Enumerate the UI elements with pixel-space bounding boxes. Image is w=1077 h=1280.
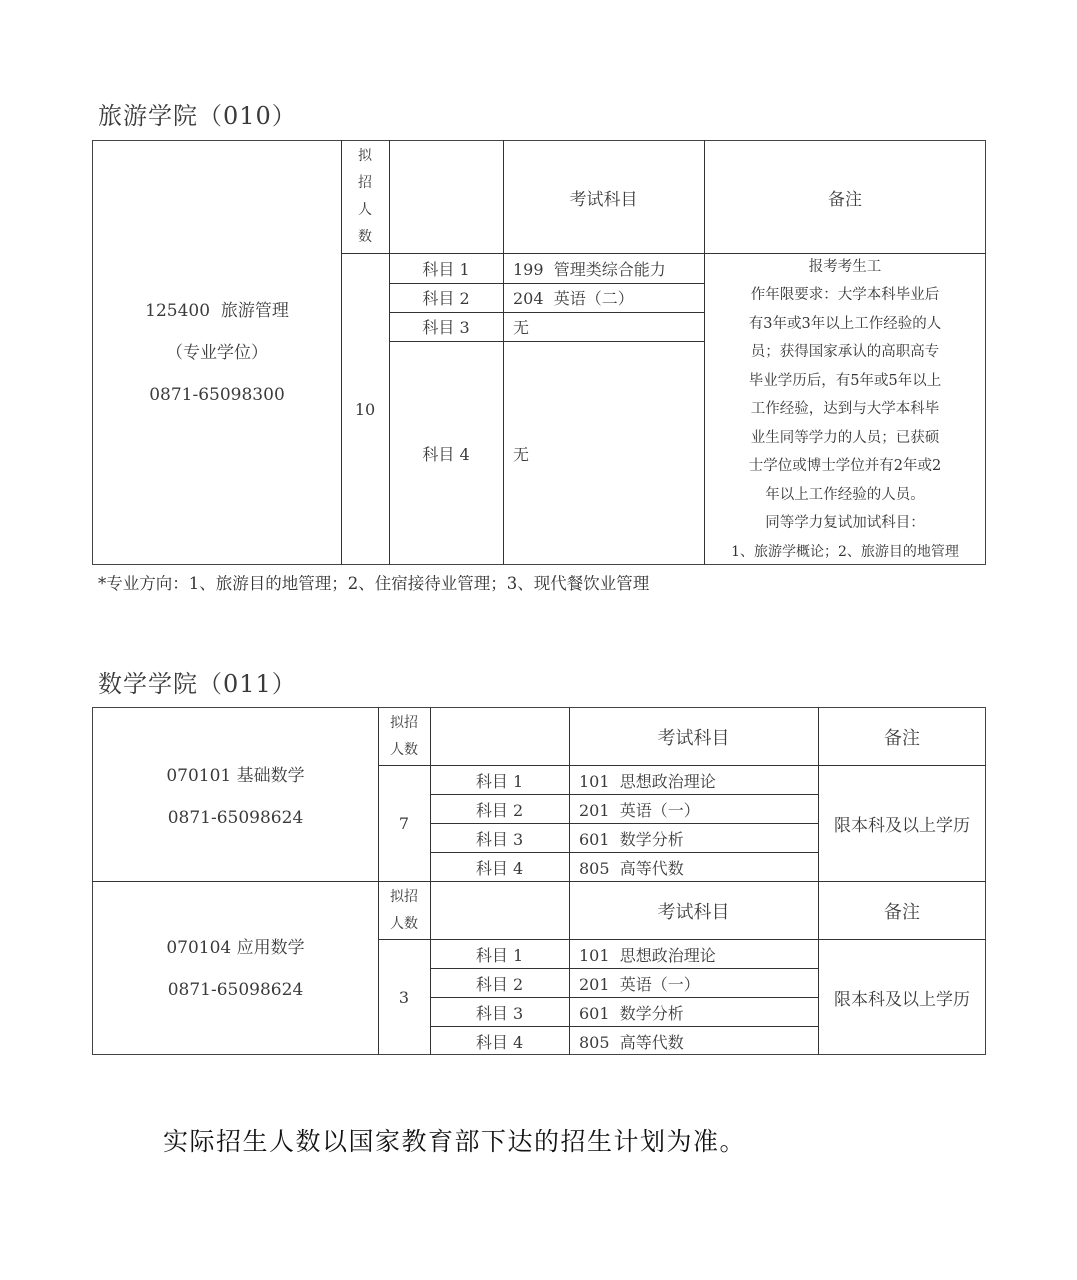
subject-value: 201 英语（一）	[579, 800, 700, 820]
remark-line: 业生同等学力的人员；已获硕	[750, 429, 940, 446]
subject-value: 101 思想政治理论	[579, 945, 716, 965]
subject-label: 科目 1	[475, 945, 524, 965]
quota-header-line: 人数	[390, 741, 418, 758]
remark-line: 工作经验，达到与大学本科毕	[750, 401, 940, 418]
remarks-header: 备注	[884, 901, 920, 923]
exam-header: 考试科目	[657, 901, 730, 923]
program-degree: （专业学位）	[166, 343, 268, 363]
section-title-tourism: 旅游学院（010）	[98, 102, 297, 130]
remarks-header: 备注	[884, 727, 920, 749]
subject-label: 科目 3	[475, 829, 524, 849]
program-phone: 0871-65098300	[149, 385, 285, 405]
subject-label: 科目 2	[475, 800, 524, 820]
subject-label: 科目 1	[422, 260, 470, 279]
program-info	[93, 755, 378, 839]
remark-line: 1、旅游学概论；2、旅游目的地管理	[731, 543, 959, 560]
exam-header: 考试科目	[569, 189, 638, 210]
subject-label: 科目 4	[475, 1032, 524, 1052]
section-title-math: 数学学院（011）	[98, 670, 297, 698]
program-info	[93, 290, 341, 416]
subject-value: 101 思想政治理论	[579, 771, 716, 791]
quota-value: 10	[354, 400, 376, 419]
subject-value: 204 英语（二）	[513, 289, 634, 308]
program-phone: 0871-65098624	[167, 808, 304, 828]
subject-label: 科目 4	[422, 445, 470, 464]
subject-value: 805 高等代数	[579, 858, 684, 878]
program-name: 070104 应用数学	[166, 938, 305, 958]
program-name: 070101 基础数学	[166, 766, 305, 786]
subject-label: 科目 3	[422, 318, 470, 337]
remark-line: 员；获得国家承认的高职高专	[750, 344, 940, 361]
quota-header	[341, 141, 389, 253]
remark-line: 士学位或博士学位并有2年或2	[748, 458, 942, 475]
exam-header: 考试科目	[657, 727, 730, 749]
quota-header-char: 数	[358, 229, 372, 245]
subject-label: 科目 1	[475, 771, 524, 791]
subject-value: 无	[513, 445, 530, 464]
remarks: 限本科及以上学历	[834, 816, 970, 836]
subject-label: 科目 4	[475, 858, 524, 878]
remarks-header: 备注	[828, 189, 862, 210]
quota-value: 7	[398, 814, 410, 833]
remark-line: 年以上工作经验的人员。	[765, 486, 925, 503]
enrollment-disclaimer: 实际招生人数以国家教育部下达的招生计划为准。	[163, 1127, 747, 1156]
subject-label: 科目 3	[475, 1003, 524, 1023]
quota-header-line: 拟招	[390, 888, 418, 905]
subject-value: 601 数学分析	[579, 829, 684, 849]
quota-header-char: 人	[358, 202, 372, 218]
subject-label: 科目 2	[422, 289, 470, 308]
remark-line: 毕业学历后，有5年或5年以上	[748, 372, 942, 389]
subject-label: 科目 2	[475, 974, 524, 994]
remark-line: 有3年或3年以上工作经验的人	[748, 315, 942, 332]
remarks	[704, 254, 986, 565]
subject-value: 无	[513, 318, 530, 337]
remark-line: 同等学力复试加试科目：	[765, 515, 925, 532]
quota-header-line: 人数	[390, 915, 418, 932]
subject-value: 805 高等代数	[579, 1032, 684, 1052]
quota-value: 3	[398, 988, 410, 1007]
quota-header-char: 招	[358, 175, 372, 191]
remark-line: 作年限要求：大学本科毕业后	[750, 287, 940, 304]
remarks: 限本科及以上学历	[834, 990, 970, 1010]
footnote-directions: *专业方向：1、旅游目的地管理；2、住宿接待业管理；3、现代餐饮业管理	[98, 574, 650, 593]
program-info	[93, 927, 378, 1011]
remark-line: 报考考生工	[808, 258, 882, 275]
quota-header-line: 拟招	[390, 714, 418, 731]
quota-header	[378, 708, 430, 765]
quota-header-char: 拟	[358, 148, 372, 164]
subject-value: 201 英语（一）	[579, 974, 700, 994]
quota-header	[378, 882, 430, 939]
subject-value: 199 管理类综合能力	[513, 260, 666, 279]
program-phone: 0871-65098624	[167, 980, 304, 1000]
program-name: 125400 旅游管理	[145, 301, 289, 321]
subject-value: 601 数学分析	[579, 1003, 684, 1023]
